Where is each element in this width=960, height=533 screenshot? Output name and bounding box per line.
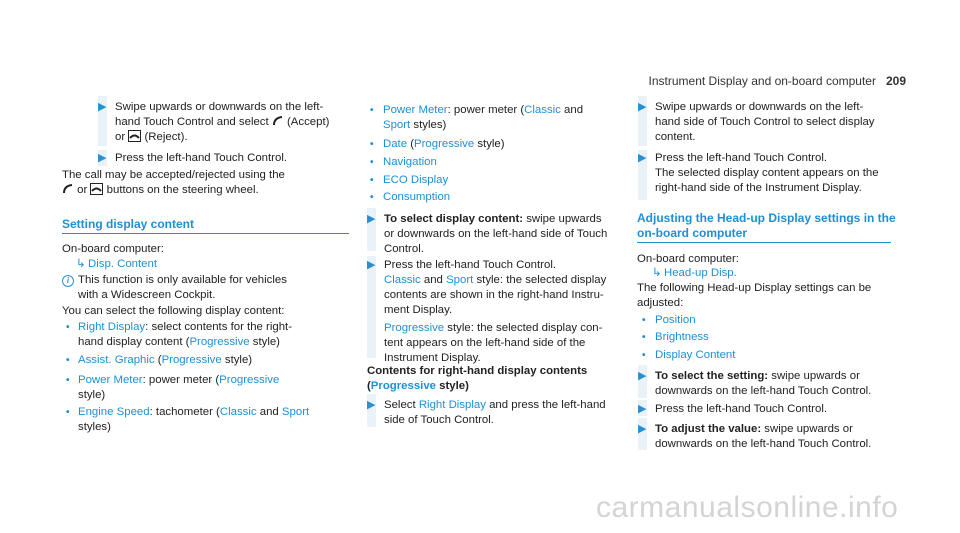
text-line: hand side of Touch Control to select display — [655, 116, 875, 128]
obc-label: On-board computer: — [637, 253, 739, 265]
intro-text — [637, 281, 897, 311]
reject-call-icon — [90, 183, 103, 195]
list-item — [78, 353, 252, 368]
text-line — [384, 212, 634, 227]
path-arrow-icon: ↳ — [652, 267, 662, 279]
link[interactable]: Classic — [384, 274, 421, 286]
bullet-icon: • — [66, 407, 70, 418]
text-span: : select contents for the right- — [145, 321, 292, 333]
list-item — [383, 103, 583, 133]
text-line — [115, 130, 355, 145]
step-select-content — [384, 212, 634, 257]
link[interactable]: Progressive — [370, 380, 437, 392]
text-line — [383, 103, 583, 118]
menu-path[interactable] — [76, 257, 157, 272]
text-line: on-board computer — [637, 226, 747, 240]
page-number: 209 — [885, 74, 906, 88]
text-span: To select the setting: — [655, 370, 769, 382]
text-span: and — [420, 274, 447, 286]
text-line: This function is only available for vehicles — [78, 274, 287, 286]
text-span: To adjust the value: — [655, 423, 762, 435]
menu-path-label: Head-up Disp. — [664, 267, 737, 279]
menu-path[interactable] — [652, 266, 737, 281]
accept-call-icon — [272, 115, 284, 127]
text-span: style) — [249, 336, 280, 348]
text-line: Swipe upwards or downwards on the left- — [655, 101, 864, 113]
heading-rule — [62, 233, 349, 234]
list-item-display-content[interactable]: Display Content — [655, 349, 736, 361]
step-arrow-icon: ▶ — [367, 213, 376, 225]
text-line: Adjusting the Head-up Display settings in the — [637, 211, 896, 225]
link[interactable]: Engine Speed — [78, 406, 150, 418]
step-swipe — [655, 100, 905, 145]
step-arrow-icon: ▶ — [638, 423, 647, 435]
text-line: tent appears on the left-hand side of the — [384, 337, 586, 349]
text-line — [655, 369, 905, 384]
text-line: downwards on the left-hand Touch Control. — [655, 438, 872, 450]
link[interactable]: Assist. Graphic — [78, 354, 155, 366]
text-span: style) — [474, 138, 505, 150]
link[interactable]: Sport — [281, 406, 310, 418]
step-select-right-display — [384, 398, 634, 428]
text-line — [384, 398, 634, 413]
text-span: ( — [407, 138, 415, 150]
info-note — [62, 273, 287, 288]
text-line — [655, 422, 905, 437]
bullet-icon: • — [642, 350, 646, 361]
text-line: The selected display content appears on the — [655, 167, 879, 179]
link[interactable]: Progressive — [219, 374, 280, 386]
text-line — [384, 321, 634, 336]
list-item-brightness[interactable]: Brightness — [655, 331, 709, 343]
heading-rule — [637, 242, 891, 243]
text-span: buttons on the steering wheel. — [106, 184, 259, 196]
text-span: and — [560, 104, 584, 116]
text-line — [62, 183, 352, 198]
text-line: The call may be accepted/rejected using the — [62, 169, 285, 181]
bullet-icon: • — [370, 105, 374, 116]
text-span: hand display content ( — [78, 336, 190, 348]
link[interactable]: Right Display — [78, 321, 146, 333]
step-arrow-icon: ▶ — [367, 399, 376, 411]
section-heading — [637, 211, 896, 241]
step-select-setting — [655, 369, 905, 399]
text-line — [78, 335, 358, 350]
text-line: styles) — [78, 421, 111, 433]
text-line — [384, 273, 634, 288]
list-item — [78, 320, 358, 350]
bullet-icon: • — [642, 315, 646, 326]
step-arrow-icon: ▶ — [98, 152, 107, 164]
text-span: hand Touch Control and select — [115, 116, 269, 128]
list-item — [383, 137, 505, 152]
text-span: style) — [221, 354, 253, 366]
text-span: or — [115, 131, 126, 143]
bullet-icon: • — [370, 192, 374, 203]
text-span: (Reject). — [144, 131, 188, 143]
text-line: The following Head-up Display settings can be — [637, 282, 872, 294]
text-line — [115, 115, 355, 130]
text-span: style) — [436, 380, 469, 392]
text-span: : power meter ( — [142, 374, 220, 386]
link[interactable]: Sport — [383, 119, 411, 131]
text-line: side of Touch Control. — [384, 414, 494, 426]
text-line: downwards on the left-hand Touch Control. — [655, 385, 872, 397]
link[interactable]: Progressive — [189, 336, 250, 348]
list-item — [78, 373, 279, 403]
bullet-icon: • — [370, 139, 374, 150]
watermark: carmanualsonline.info — [596, 491, 899, 524]
text-span: swipe upwards or — [768, 370, 860, 382]
list-item-consumption[interactable]: Consumption — [383, 191, 451, 203]
menu-path-label: Disp. Content — [88, 258, 158, 270]
list-item — [78, 405, 309, 435]
text-span: To select display content: — [384, 213, 524, 225]
text-span: and — [256, 406, 282, 418]
intro-text: You can select the following display content: — [62, 305, 285, 317]
text-span: style: the selected display — [473, 274, 607, 286]
link[interactable]: Right Display — [418, 399, 486, 411]
link[interactable]: Classic — [524, 104, 561, 116]
bullet-icon: • — [66, 355, 70, 366]
step-arrow-icon: ▶ — [638, 370, 647, 382]
text-line: ment Display. — [384, 304, 453, 316]
link[interactable]: Power Meter — [383, 104, 448, 116]
text-line: adjusted: — [637, 297, 684, 309]
subheading — [367, 364, 587, 394]
text-line — [78, 405, 309, 420]
text-span: or — [77, 184, 88, 196]
text-line — [383, 118, 583, 133]
text-line: Swipe upwards or downwards on the left- — [115, 101, 324, 113]
bullet-icon: • — [66, 375, 70, 386]
text-line: Control. — [384, 243, 424, 255]
step-arrow-icon: ▶ — [638, 403, 647, 415]
text-line: Press the left-hand Touch Control. — [384, 259, 557, 271]
text-span: : power meter ( — [447, 104, 525, 116]
text-span: (Accept) — [287, 116, 330, 128]
section-heading: Setting display content — [62, 217, 195, 231]
step-arrow-icon: ▶ — [638, 152, 647, 164]
text-line: or downwards on the left-hand side of Touch — [384, 228, 608, 240]
text-span: style: the selected display con- — [444, 322, 603, 334]
link[interactable]: Progressive — [414, 138, 475, 150]
link[interactable]: Progressive — [384, 322, 445, 334]
link[interactable]: Sport — [446, 274, 474, 286]
step-press-display — [384, 258, 634, 366]
step-press-result — [655, 151, 905, 196]
text-span: ( — [154, 354, 162, 366]
text-line: with a Widescreen Cockpit. — [78, 289, 216, 301]
step-press: Press the left-hand Touch Control. — [115, 152, 288, 164]
text-line — [367, 379, 587, 394]
bullet-icon: • — [370, 175, 374, 186]
accept-call-icon — [62, 183, 74, 195]
step-arrow-icon: ▶ — [367, 259, 376, 271]
obc-label: On-board computer: — [62, 243, 164, 255]
step-arrow-icon: ▶ — [638, 101, 647, 113]
path-arrow-icon: ↳ — [76, 258, 86, 270]
text-line: Instrument Display. — [384, 352, 481, 364]
link[interactable]: Classic — [219, 406, 257, 418]
text-span: swipe upwards — [523, 213, 602, 225]
link[interactable]: Progressive — [161, 354, 222, 366]
text-line: right-hand side of the Instrument Display. — [655, 182, 862, 194]
bullet-icon: • — [642, 332, 646, 343]
text-line: Press the left-hand Touch Control. — [655, 152, 828, 164]
text-line — [78, 373, 279, 388]
step-accept-reject — [115, 100, 355, 145]
page-header — [649, 74, 906, 89]
list-item-navigation[interactable]: Navigation — [383, 156, 437, 168]
step-adjust-value — [655, 422, 905, 452]
text-line: Contents for right-hand display contents — [367, 365, 588, 377]
list-item-eco-display[interactable]: ECO Display — [383, 174, 449, 186]
list-item-position[interactable]: Position — [655, 314, 696, 326]
header-title: Instrument Display and on-board computer — [648, 74, 876, 88]
text-span: styles) — [410, 119, 447, 131]
text-line: content. — [655, 131, 696, 143]
text-span: and press the left-hand — [485, 399, 606, 411]
reject-call-icon — [128, 130, 141, 142]
steering-wheel-note — [62, 168, 352, 198]
step-press: Press the left-hand Touch Control. — [655, 403, 828, 415]
text-line: style) — [78, 389, 106, 401]
text-span: ( — [367, 380, 371, 392]
link[interactable]: Power Meter — [78, 374, 143, 386]
text-line: contents are shown in the right-hand Instru- — [384, 289, 604, 301]
text-span: Select — [384, 399, 419, 411]
bullet-icon: • — [66, 322, 70, 333]
text-span: : tachometer ( — [149, 406, 220, 418]
step-arrow-icon: ▶ — [98, 101, 107, 113]
text-span: swipe upwards or — [761, 423, 853, 435]
text-line — [78, 320, 358, 335]
bullet-icon: • — [370, 157, 374, 168]
info-icon: i — [62, 275, 74, 287]
link[interactable]: Date — [383, 138, 408, 150]
